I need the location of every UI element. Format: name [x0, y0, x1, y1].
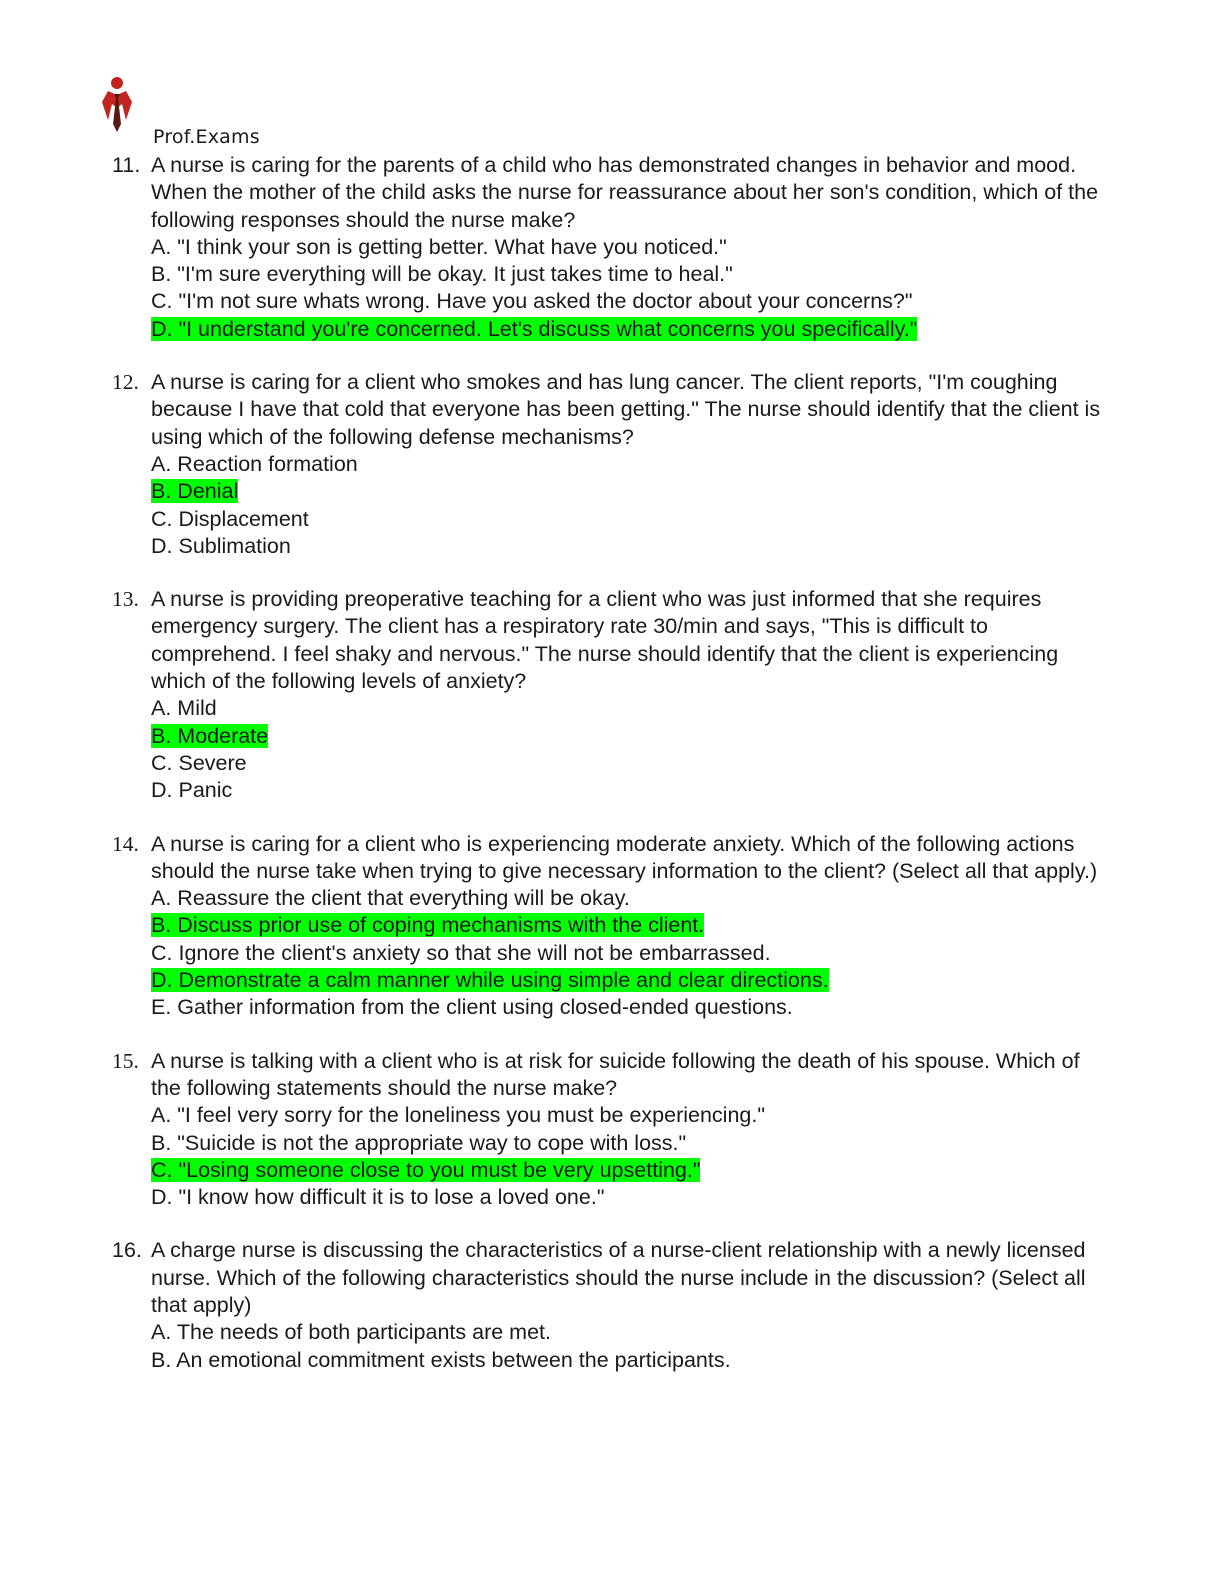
- answer-option: [151, 261, 1112, 288]
- brand-name: Prof.Exams: [153, 126, 260, 148]
- question-item: [112, 831, 1112, 1022]
- answer-option: [151, 1130, 1112, 1157]
- question-item: [112, 369, 1112, 560]
- answer-option: [151, 940, 1112, 967]
- answer-options: [151, 234, 1112, 343]
- answer-option-text: E. Gather information from the client using closed-ended questions.: [151, 995, 793, 1020]
- answer-option-text: C. "I'm not sure whats wrong. Have you asked the doctor about your concerns?": [151, 289, 913, 314]
- answer-option: [151, 1102, 1112, 1129]
- answer-option-text: A. Mild: [151, 696, 217, 721]
- answer-option: [151, 1184, 1112, 1211]
- question-stem: A nurse is talking with a client who is at risk for suicide following the death of his spouse. Which of the following statements should the nurse make?: [151, 1048, 1080, 1100]
- answer-option-correct: [151, 967, 1112, 994]
- question-list: [112, 152, 1112, 1400]
- answer-option-text: C. Severe: [151, 750, 247, 775]
- answer-options: [151, 1102, 1112, 1211]
- answer-options: [151, 885, 1112, 1021]
- question-stem: A nurse is providing preoperative teaching for a client who was just informed that she requires emergency surgery. The client has a respiratory rate 30/min and says, "This is difficult to comprehend. I feel shaky and nervous." The nurse should identify that the client is experiencing which of the following levels of anxiety?: [151, 587, 1059, 694]
- answer-option-correct: [151, 316, 1112, 343]
- question-stem: A nurse is caring for a client who smokes and has lung cancer. The client reports, "I'm coughing because I have that cold that everyone has been getting." The nurse should identify that the client is using which of the following defense mechanisms?: [151, 370, 1101, 449]
- answer-option-text: D. Panic: [151, 778, 233, 803]
- answer-option-text: B. An emotional commitment exists between the participants.: [151, 1347, 731, 1372]
- question-item: [112, 586, 1112, 804]
- answer-option-correct: [151, 478, 1112, 505]
- answer-option-text: A. Reaction formation: [151, 451, 358, 476]
- answer-option-correct: [151, 912, 1112, 939]
- answer-option: [151, 750, 1112, 777]
- answer-option: [151, 777, 1112, 804]
- answer-option-correct: [151, 723, 1112, 750]
- answer-option-text: A. The needs of both participants are met.: [151, 1320, 551, 1345]
- question-stem: A nurse is caring for a client who is experiencing moderate anxiety. Which of the following actions should the nurse take when trying to give necessary information to the client? (Select all that apply.): [151, 831, 1098, 883]
- answer-option-text: C. Ignore the client's anxiety so that she will not be embarrassed.: [151, 940, 771, 965]
- answer-option-correct: [151, 1157, 1112, 1184]
- answer-option-text: B. "Suicide is not the appropriate way to cope with loss.": [151, 1130, 687, 1155]
- question-number: 13.: [112, 587, 139, 612]
- answer-option-text: D. "I understand you're concerned. Let's discuss what concerns you specifically.": [151, 316, 918, 341]
- answer-option-text: B. "I'm sure everything will be okay. It just takes time to heal.": [151, 262, 733, 287]
- answer-options: [151, 1319, 1112, 1374]
- answer-option-text: A. "I feel very sorry for the loneliness you must be experiencing.": [151, 1103, 765, 1128]
- answer-option-text: B. Discuss prior use of coping mechanisms with the client.: [151, 913, 705, 938]
- answer-option: [151, 885, 1112, 912]
- answer-option-text: B. Denial: [151, 479, 239, 504]
- answer-option-text: B. Moderate: [151, 723, 269, 748]
- answer-option: [151, 451, 1112, 478]
- answer-option: [151, 1347, 1112, 1374]
- question-number: 12.: [112, 370, 139, 395]
- tie-figure-logo-icon: [96, 74, 138, 138]
- answer-options: [151, 451, 1112, 560]
- answer-option: [151, 506, 1112, 533]
- answer-options: [151, 695, 1112, 804]
- answer-option: [151, 695, 1112, 722]
- answer-option: [151, 234, 1112, 261]
- answer-option-text: C. Displacement: [151, 506, 309, 531]
- question-number: 11.: [112, 153, 141, 177]
- question-number: 14.: [112, 831, 139, 856]
- answer-option: [151, 994, 1112, 1021]
- question-item: [112, 1048, 1112, 1212]
- answer-option-text: D. "I know how difficult it is to lose a loved one.": [151, 1185, 605, 1210]
- answer-option: [151, 1319, 1112, 1346]
- answer-option-text: A. Reassure the client that everything will be okay.: [151, 886, 630, 911]
- question-stem: A nurse is caring for the parents of a child who has demonstrated changes in behavior and mood. When the mother of the child asks the nurse for reassurance about her son's condition, which of the following responses should the nurse make?: [151, 153, 1099, 232]
- answer-option: [151, 533, 1112, 560]
- answer-option-text: C. "Losing someone close to you must be very upsetting.": [151, 1157, 701, 1182]
- question-item: [112, 1237, 1112, 1373]
- question-number: 15.: [112, 1048, 139, 1073]
- answer-option-text: D. Sublimation: [151, 533, 291, 558]
- question-item: [112, 152, 1112, 343]
- question-stem: A charge nurse is discussing the characteristics of a nurse-client relationship with a newly licensed nurse. Which of the following characteristics should the nurse include in the discussion? (Select all that apply): [151, 1238, 1086, 1317]
- answer-option-text: A. "I think your son is getting better. What have you noticed.": [151, 234, 727, 259]
- question-number: 16.: [112, 1238, 142, 1263]
- answer-option: [151, 288, 1112, 315]
- answer-option-text: D. Demonstrate a calm manner while using simple and clear directions.: [151, 968, 829, 993]
